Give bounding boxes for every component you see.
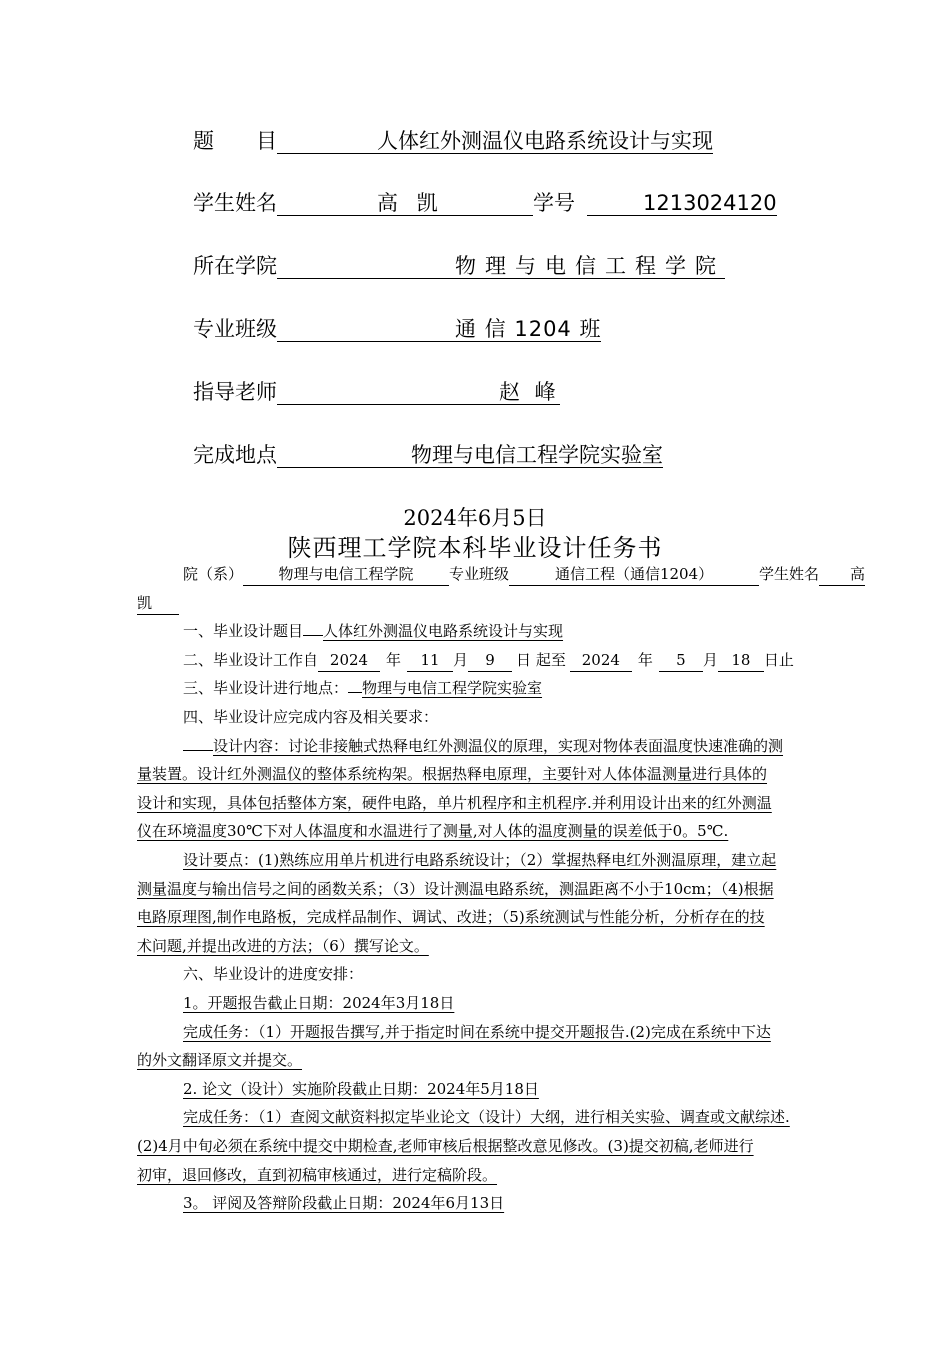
cover-advisor-row <box>193 378 560 406</box>
phase-2-line-2: (2)4月中旬必须在系统中提交中期检查,老师审核后根据整改意见修改。(3)提交初稿,老师进行 <box>137 1137 754 1155</box>
yue-2: 月 <box>702 650 718 669</box>
phase-1-line-1: 完成任务：（1）开题报告撰写,并于指定时间在系统中提交开题报告.(2)完成在系统中下达 <box>183 1022 771 1041</box>
major-value: 通信工程（通信1204） <box>509 563 759 586</box>
id-label: 学号 <box>533 191 575 215</box>
section-2 <box>183 646 794 675</box>
student-label: 学生姓名 <box>759 565 820 583</box>
points-line-3: 电路原理图,制作电路板，完成样品制作、调试、改进；（5)系统测试与性能分析，分析存在的技 <box>137 908 765 927</box>
header-line-wrap <box>137 589 179 618</box>
class-label: 专业班级 <box>193 317 277 341</box>
cover-college-row <box>193 252 725 280</box>
cover-name-row <box>193 189 777 217</box>
start-year: 2024 <box>318 649 380 672</box>
major-label: 专业班级 <box>449 565 510 583</box>
content-line-3: 设计和实现，具体包括整体方案，硬件电路，单片机程序和主机程序.并利用设计出来的红外测温 <box>137 793 772 812</box>
advisor-label: 指导老师 <box>193 380 277 404</box>
section-3 <box>183 674 542 703</box>
section-4: 四、毕业设计应完成内容及相关要求： <box>183 708 439 726</box>
phase-2-line-3: 初审，退回修改，直到初稿审核通过，进行定稿阶段。 <box>137 1165 498 1184</box>
name-field <box>277 189 533 216</box>
section-6: 六、毕业设计的进度安排： <box>183 965 364 984</box>
nian-1: 年 <box>386 650 402 669</box>
phase-2-title: 2. 论文（设计）实施阶段截止日期：2024年5月18日 <box>183 1079 539 1098</box>
s3-value: 物理与电信工程学院实验室 <box>362 679 543 698</box>
start-day: 9 <box>468 649 512 672</box>
completion-date: 2024年6月5日 <box>403 506 547 530</box>
college-value: 物理与电信工程学院 <box>455 254 725 278</box>
phase-1-title: 1。开题报告截止日期：2024年3月18日 <box>183 994 455 1012</box>
class-field <box>277 315 601 342</box>
document-title: 陕西理工学院本科毕业设计任务书 <box>287 534 663 562</box>
content-line-2: 量装置。设计红外测温仪的整体系统构架。根据热释电原理，主要针对人体体温测量进行具体的 <box>137 765 768 784</box>
name-label: 学生姓名 <box>193 191 277 215</box>
points-line-1: 设计要点：(1)熟练应用单片机进行电路系统设计；（2）掌握热释电红外测温原理，建立起 <box>183 851 777 869</box>
college-label: 所在学院 <box>193 254 277 278</box>
id-field <box>587 189 777 216</box>
advisor-value: 赵 峰 <box>499 380 560 404</box>
cover-title-row <box>193 127 713 155</box>
task-body <box>137 560 866 1220</box>
end-month: 5 <box>659 649 703 672</box>
student-value-1: 高 <box>819 563 865 586</box>
nian-2: 年 <box>637 650 653 669</box>
points-line-2: 测量温度与输出信号之间的函数关系；（3）设计测温电路系统，测温距离不小于10cm；（4)根据 <box>137 879 774 898</box>
phase-2-line-1: 完成任务：（1）查阅文献资料拟定毕业论文（设计）大纲，进行相关实验、调查或文献综述. <box>183 1108 790 1127</box>
student-value-2: 凯 <box>137 592 179 615</box>
dept-label: 院（系） <box>183 565 244 583</box>
section-1 <box>183 617 563 646</box>
s1-value: 人体红外测温仪电路系统设计与实现 <box>323 622 564 641</box>
content-line-1 <box>183 732 783 761</box>
yue-1: 月 <box>453 650 469 669</box>
cover-location-row <box>193 441 663 469</box>
end-day: 18 <box>718 649 764 672</box>
dept-value: 物理与电信工程学院 <box>243 563 449 586</box>
qizhi: 日 起至 <box>516 650 566 669</box>
title-label: 题 目 <box>193 129 277 153</box>
underline <box>277 127 377 154</box>
id-value: 1213024120 <box>643 191 777 215</box>
location-label: 完成地点 <box>193 443 277 467</box>
college-field <box>277 252 725 279</box>
phase-3-title: 3。 评阅及答辩阶段截止日期：2024年6月13日 <box>183 1194 505 1213</box>
s1-label: 一、毕业设计题目 <box>183 622 304 641</box>
advisor-field <box>277 378 560 405</box>
title-value: 人体红外测温仪电路系统设计与实现 <box>377 129 713 153</box>
class-value: 通 信 1204 班 <box>455 317 602 341</box>
end-year: 2024 <box>570 649 632 672</box>
location-field <box>277 441 663 468</box>
rizhi: 日止 <box>763 650 794 669</box>
header-line <box>183 560 865 589</box>
content-line-4: 仪在环境温度30℃下对人体温度和水温进行了测量,对人体的温度测量的误差低于0。5℃. <box>137 822 729 841</box>
points-line-4: 术问题,并提出改进的方法；（6）撰写论文。 <box>137 936 429 955</box>
s3-label: 三、毕业设计进行地点： <box>183 679 349 698</box>
start-month: 11 <box>407 649 453 672</box>
s2-prefix: 二、毕业设计工作自 <box>183 650 319 669</box>
phase-1-line-2: 的外文翻译原文并提交。 <box>137 1051 303 1070</box>
cover-class-row <box>193 315 601 343</box>
name-value: 高 凯 <box>377 191 444 215</box>
location-value: 物理与电信工程学院实验室 <box>411 443 663 467</box>
content-text-1: 设计内容：讨论非接触式热释电红外测温仪的原理，实现对物体表面温度快速准确的测 <box>213 736 784 755</box>
